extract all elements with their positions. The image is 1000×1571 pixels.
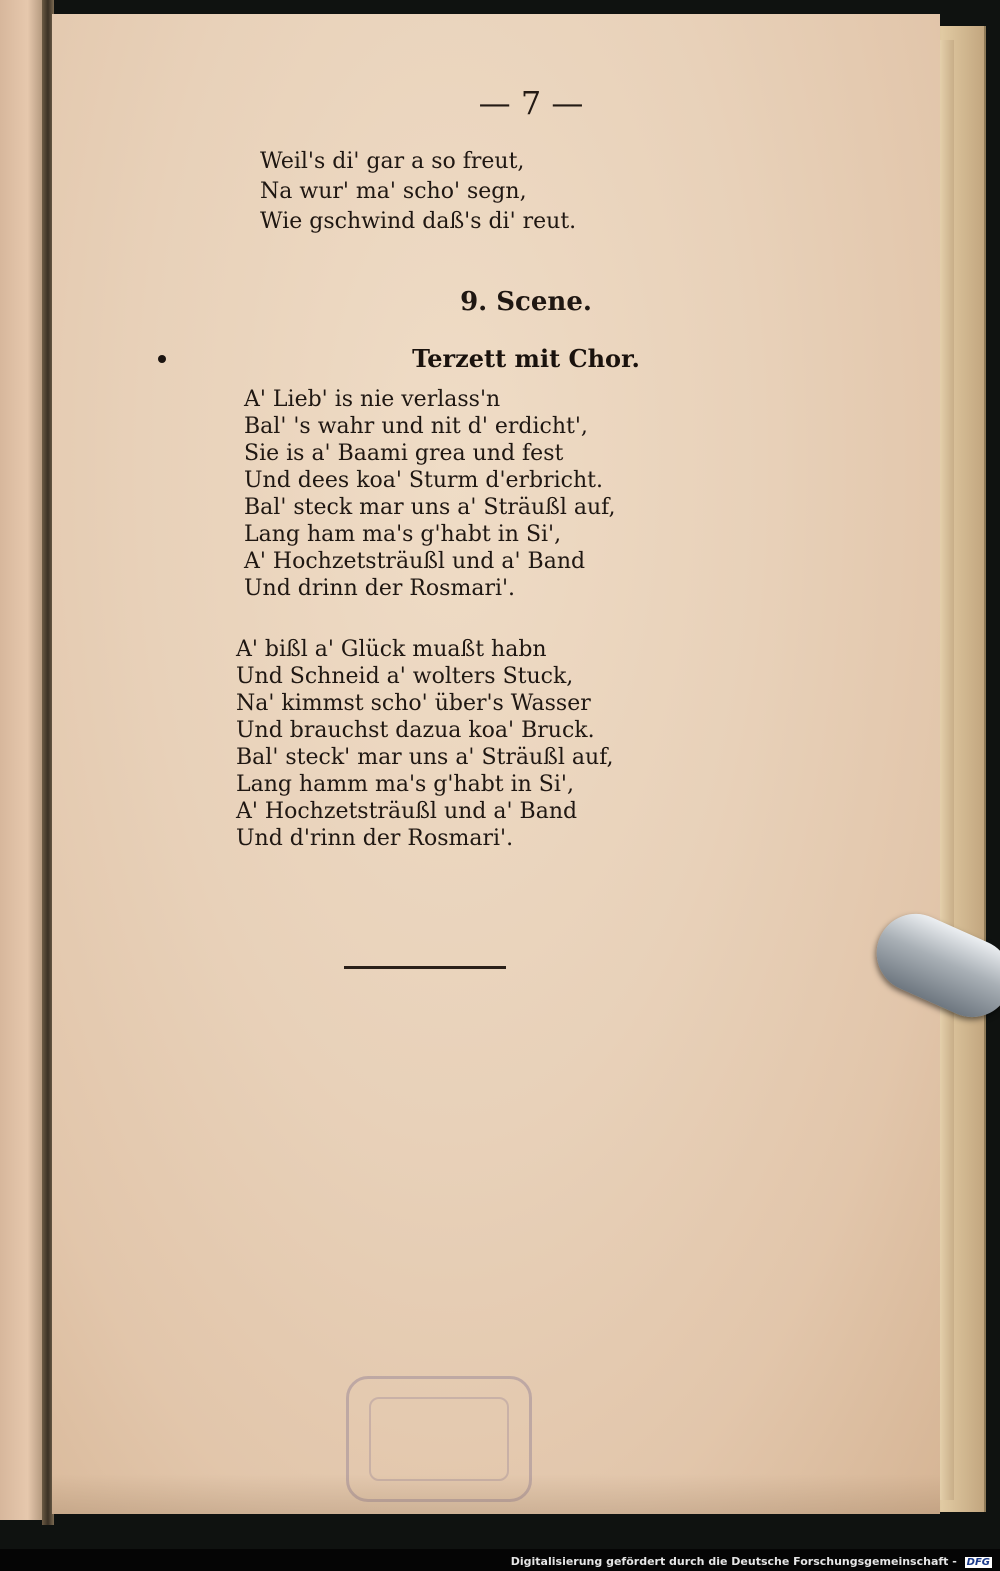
verse-line: A' Hochzetsträußl und a' Band — [244, 549, 586, 574]
section-divider — [344, 966, 506, 969]
verse-line: Sie is a' Baami grea und fest — [244, 441, 564, 466]
page-number: — 7 — — [478, 84, 584, 122]
verse-line: Lang hamm ma's g'habt in Si', — [236, 772, 574, 797]
footer-credit-text: Digitalisierung gefördert durch die Deutsche Forschungsgemeinschaft - — [510, 1555, 957, 1568]
verse-line: Weil's di' gar a so freut, — [260, 149, 525, 174]
verse-line: Und dees koa' Sturm d'erbricht. — [244, 468, 604, 493]
verse-line: Bal' steck mar uns a' Sträußl auf, — [244, 495, 616, 520]
verse-line: Na wur' ma' scho' segn, — [260, 179, 527, 204]
scene-subtitle: Terzett mit Chor. — [412, 344, 640, 373]
stanza-2 — [236, 636, 614, 852]
verse-line: Na' kimmst scho' über's Wasser — [236, 691, 591, 716]
book-page — [52, 14, 940, 1514]
verse-line: Und drinn der Rosmari'. — [244, 576, 516, 601]
left-page-edge — [0, 0, 46, 1520]
verse-line: A' Lieb' is nie verlass'n — [244, 387, 501, 412]
verse-line: Bal' 's wahr und nit d' erdicht', — [244, 414, 588, 439]
stanza-1 — [244, 386, 616, 602]
verse-line: A' bißl a' Glück muaßt habn — [236, 637, 547, 662]
verse-line: Und Schneid a' wolters Stuck, — [236, 664, 574, 689]
verse-line: Und brauchst dazua koa' Bruck. — [236, 718, 595, 743]
footer-credit — [511, 1555, 992, 1568]
dfg-logo: DFG — [966, 1557, 990, 1568]
verse-top — [260, 147, 576, 237]
verse-line: A' Hochzetsträußl und a' Band — [236, 799, 578, 824]
verse-line: Wie gschwind daß's di' reut. — [260, 209, 577, 234]
verse-line: Bal' steck' mar uns a' Sträußl auf, — [236, 745, 614, 770]
library-stamp — [346, 1376, 532, 1502]
footer-bar — [0, 1549, 1000, 1571]
margin-dot — [158, 355, 166, 363]
scene-title: 9. Scene. — [460, 287, 592, 317]
verse-line: Lang ham ma's g'habt in Si', — [244, 522, 562, 547]
verse-line: Und d'rinn der Rosmari'. — [236, 826, 514, 851]
